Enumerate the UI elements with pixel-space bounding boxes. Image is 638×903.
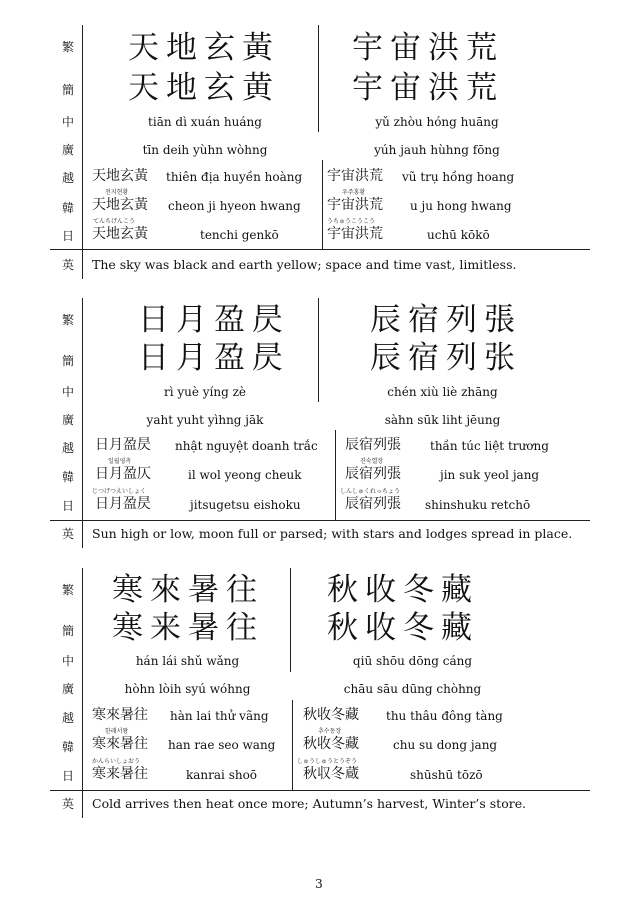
label-cantonese: 廣 [61,143,74,157]
korean-ruby-left: 천지현황 [105,189,129,196]
korean-hanzi-right: 秋收冬藏 [303,736,359,752]
korean-reading-right: chu su dong jang [393,738,498,752]
label-simplified: 簡 [61,83,74,97]
japanese-reading-left: jitsugetsu eishoku [190,498,301,512]
english-translation: The sky was black and earth yellow; space and time vast, limitless. [92,257,517,272]
label-vietnamese: 越 [61,171,74,185]
japanese-reading-right: shūshū tōzō [410,768,483,782]
cantonese-right: yúh jauh hùhng fōng [374,143,500,157]
english-translation: Sun high or low, moon full or parsed; with stars and lodges spread in place. [92,526,573,541]
mandarin-left: rì yuè yíng zè [163,385,247,399]
label-traditional: 繁 [61,583,74,597]
vietnamese-reading-right: thần túc liệt trương [430,439,549,453]
korean-ruby-right: 추수동장 [318,728,342,735]
cantonese-left: tīn deih yùhn wòhng [142,143,268,157]
japanese-hanzi-right: 宇宙洪荒 [327,226,383,242]
cantonese-right: sàhn sūk liht jēung [384,413,501,427]
separator-line [50,249,590,250]
label-vietnamese: 越 [61,711,74,725]
english-translation: Cold arrives then heat once more; Autumn’s harvest, Winter’s store. [92,796,527,811]
label-japanese: 日 [61,499,74,513]
vietnamese-hanzi-left: 日月盈昃 [95,437,151,453]
label-cantonese: 廣 [61,413,74,427]
mandarin-left: tiān dì xuán huáng [148,115,262,129]
traditional-left: 日月盈昃 [138,302,290,338]
mandarin-right: qiū shōu dōng cáng [352,654,473,668]
left-rule [82,25,83,279]
cantonese-left: hòhn lòih syú wóhng [124,682,251,696]
simplified-left: 日月盈昃 [138,340,290,376]
column-divider [335,430,336,520]
vietnamese-hanzi-left: 天地玄黃 [92,168,148,184]
japanese-hanzi-left: 日月盈昃 [95,496,151,512]
traditional-right: 宇宙洪荒 [352,30,504,66]
label-mandarin: 中 [61,654,74,668]
japanese-hanzi-left: 寒来暑往 [92,766,148,782]
label-cantonese: 廣 [61,682,74,696]
vietnamese-reading-right: thu thâu đông tàng [386,709,503,723]
label-mandarin: 中 [61,115,74,129]
column-divider [292,700,293,790]
label-simplified: 簡 [61,624,74,638]
label-vietnamese: 越 [61,441,74,455]
left-rule [82,568,83,818]
vietnamese-hanzi-right: 秋收冬藏 [303,707,359,723]
japanese-ruby-right: うちゅうこうこう [327,218,376,225]
vietnamese-hanzi-right: 辰宿列張 [345,437,401,453]
left-rule [82,298,83,548]
simplified-right: 宇宙洪荒 [352,70,504,106]
column-divider [290,568,291,672]
column-divider [322,160,323,249]
korean-ruby-left: 일월영측 [108,458,132,465]
japanese-reading-left: tenchi genkō [200,228,279,242]
japanese-hanzi-right: 秋収冬蔵 [303,766,359,782]
mandarin-right: chén xiù liè zhāng [387,385,498,399]
mandarin-right: yǔ zhòu hóng huāng [375,115,499,129]
label-korean: 韓 [61,201,74,215]
japanese-reading-right: uchū kōkō [427,228,490,242]
japanese-ruby-right: しゅうしゅうとうぞう [297,758,358,765]
korean-hanzi-right: 辰宿列張 [345,466,401,482]
label-japanese: 日 [61,229,74,243]
label-korean: 韓 [61,470,74,484]
simplified-left: 天地玄黄 [128,70,280,106]
korean-hanzi-right: 宇宙洪荒 [327,197,383,213]
japanese-ruby-left: じつげつえいしょく [92,488,147,495]
korean-reading-left: han rae seo wang [168,738,276,752]
korean-hanzi-left: 天地玄黃 [92,197,148,213]
korean-reading-right: u ju hong hwang [410,199,512,213]
vietnamese-reading-left: nhật nguyệt doanh trắc [175,439,318,453]
label-japanese: 日 [61,769,74,783]
column-divider [318,298,319,402]
japanese-ruby-left: てんちげんこう [93,218,136,225]
korean-reading-left: il wol yeong cheuk [188,468,302,482]
cantonese-right: chāu sāu dūng chòhng [343,682,482,696]
label-traditional: 繁 [61,313,74,327]
mandarin-left: hán lái shǔ wǎng [135,654,240,668]
label-english: 英 [61,797,74,811]
vietnamese-reading-left: thiên địa huyền hoàng [166,170,303,184]
japanese-hanzi-right: 辰宿列張 [345,496,401,512]
page-number: 3 [315,877,323,891]
vietnamese-hanzi-right: 宇宙洪荒 [327,168,383,184]
label-mandarin: 中 [61,385,74,399]
korean-ruby-right: 우주홍황 [342,189,366,196]
label-korean: 韓 [61,740,74,754]
traditional-right: 辰宿列張 [370,302,522,338]
cantonese-left: yaht yuht yìhng jāk [146,413,264,427]
simplified-left: 寒来暑往 [112,610,264,646]
label-english: 英 [61,527,74,541]
simplified-right: 辰宿列张 [370,340,522,376]
vietnamese-reading-left: hàn lai thử vãng [170,709,269,723]
separator-line [50,520,590,521]
japanese-ruby-right: しんしゅくれっちょう [340,488,401,495]
simplified-right: 秋收冬藏 [327,610,479,646]
separator-line [50,790,590,791]
vietnamese-reading-right: vũ trụ hồng hoang [402,170,515,184]
korean-reading-right: jin suk yeol jang [440,468,540,482]
korean-ruby-left: 한래서왕 [105,728,129,735]
traditional-left: 寒來暑往 [112,572,264,608]
label-traditional: 繁 [61,40,74,54]
vietnamese-hanzi-left: 寒來暑往 [92,707,148,723]
japanese-reading-right: shinshuku retchō [425,498,531,512]
japanese-reading-left: kanrai shoō [186,768,258,782]
column-divider [318,25,319,132]
korean-reading-left: cheon ji hyeon hwang [168,199,301,213]
label-english: 英 [61,258,74,272]
korean-hanzi-left: 寒來暑往 [92,736,148,752]
korean-hanzi-left: 日月盈仄 [95,466,151,482]
traditional-left: 天地玄黃 [128,30,280,66]
traditional-right: 秋收冬藏 [327,572,479,608]
japanese-ruby-left: かんらいしょおう [92,758,141,765]
label-simplified: 簡 [61,354,74,368]
korean-ruby-right: 진숙열장 [360,458,384,465]
japanese-hanzi-left: 天地玄黃 [92,226,148,242]
